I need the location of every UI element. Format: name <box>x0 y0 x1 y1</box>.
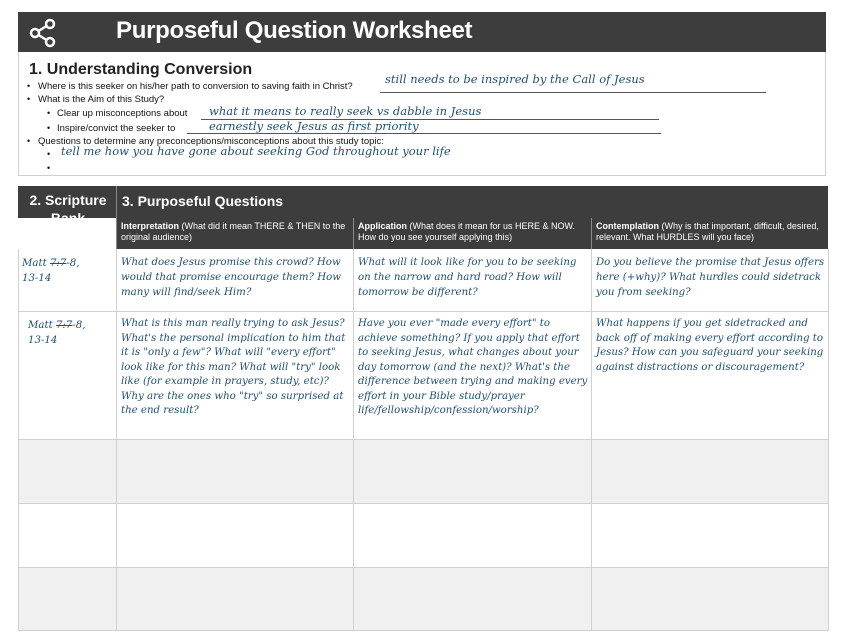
answer-inspire[interactable]: earnestly seek Jesus as first priority <box>209 119 419 133</box>
row-divider <box>18 503 828 504</box>
bullet: • <box>27 94 31 104</box>
row-divider <box>18 567 828 568</box>
bullet: • <box>47 123 51 133</box>
column-header-interpretation: Interpretation (What did it mean THERE & THEN to the original audience) <box>117 218 353 249</box>
column-header-application: Application (What does it mean for us HERE & NOW. How do you see yourself applying this) <box>354 218 591 249</box>
question-inspire: Inspire/convict the seeker to <box>57 123 176 134</box>
bullet: • <box>47 163 51 173</box>
answer-line <box>380 92 766 93</box>
answer-clear[interactable]: what it means to really seek vs dabble in Jesus <box>209 104 482 118</box>
scripture-reference[interactable]: Matt 7:7-8, 13-14 <box>28 320 86 346</box>
question-aim: What is the Aim of this Study? <box>38 94 165 105</box>
bullet: • <box>27 136 31 146</box>
answer-preconceptions[interactable]: tell me how you have gone about seeking God throughout your life <box>61 144 451 158</box>
column-header-contemplation: Contemplation (Why is that important, difficult, desired, relevant. What HURDLES will you face) <box>592 218 828 249</box>
header-divider <box>591 218 592 249</box>
answer-line <box>187 133 661 134</box>
question-path: Where is this seeker on his/her path to conversion to saving faith in Christ? <box>38 81 353 92</box>
understanding-conversion-section <box>18 52 826 176</box>
contemplation-cell[interactable]: Do you believe the promise that Jesus offers here (+why)? What hurdles could sidetrack you from seeking? <box>596 257 825 298</box>
contemplation-cell[interactable]: What happens if you get sidetracked and back off of making every effort according to Jesus? How can you safeguard your seeking against distractions or discouragement? <box>596 318 824 373</box>
answer-path[interactable]: still needs to be inspired by the Call of Jesus <box>385 72 645 86</box>
header-divider <box>353 218 354 249</box>
question-preconceptions: Questions to determine any preconceptions/misconceptions about this study topic: <box>38 136 384 147</box>
column-divider <box>116 249 117 631</box>
interpretation-cell[interactable]: What is this man really trying to ask Jesus? What's the personal implication to him that it is "only a few"? What will "every effort" look like for this man? What will "try" look like (for example in prayers, study, etc)? Why are the ones who "try" so surprised at the end result? <box>121 318 346 416</box>
section-heading: 1. Understanding Conversion <box>29 61 253 78</box>
interpretation-cell[interactable]: What does Jesus promise this crowd? How would that promise encourage them? How many will find/seek Him? <box>121 257 341 298</box>
purposeful-questions-heading: 3. Purposeful Questions <box>122 193 284 209</box>
scripture-bank-heading: 2. Scripture Bank <box>29 192 107 226</box>
scripture-reference[interactable]: Matt 7:7-8, 13-14 <box>22 258 80 284</box>
column-divider <box>18 249 19 631</box>
worksheet-header <box>18 12 826 52</box>
row-divider <box>18 630 828 631</box>
column-divider <box>353 249 354 631</box>
application-cell[interactable]: Have you ever "made every effort" to achieve something? If you apply that effort to seeking Jesus, what changes about your day tomorrow (and the next)? What's the difference between trying and making every effort in your Bible study/prayer life/fellowship/confession/worship? <box>358 318 588 416</box>
column-divider <box>591 249 592 631</box>
question-clear: Clear up misconceptions about <box>57 108 188 119</box>
bullet: • <box>47 149 51 159</box>
table-row-empty[interactable] <box>18 439 828 503</box>
bullet: • <box>27 81 31 91</box>
column-divider <box>828 249 829 631</box>
bullet: • <box>47 108 51 118</box>
table-row-empty[interactable] <box>18 503 828 567</box>
row-divider <box>18 311 828 312</box>
application-cell[interactable]: What will it look like for you to be seeking on the narrow and hard road? How will tomorrow be different? <box>358 257 577 298</box>
share-icon[interactable] <box>28 18 58 48</box>
page-title: Purposeful Question Worksheet <box>116 17 473 44</box>
row-divider <box>18 439 828 440</box>
table-row-empty[interactable] <box>18 567 828 630</box>
